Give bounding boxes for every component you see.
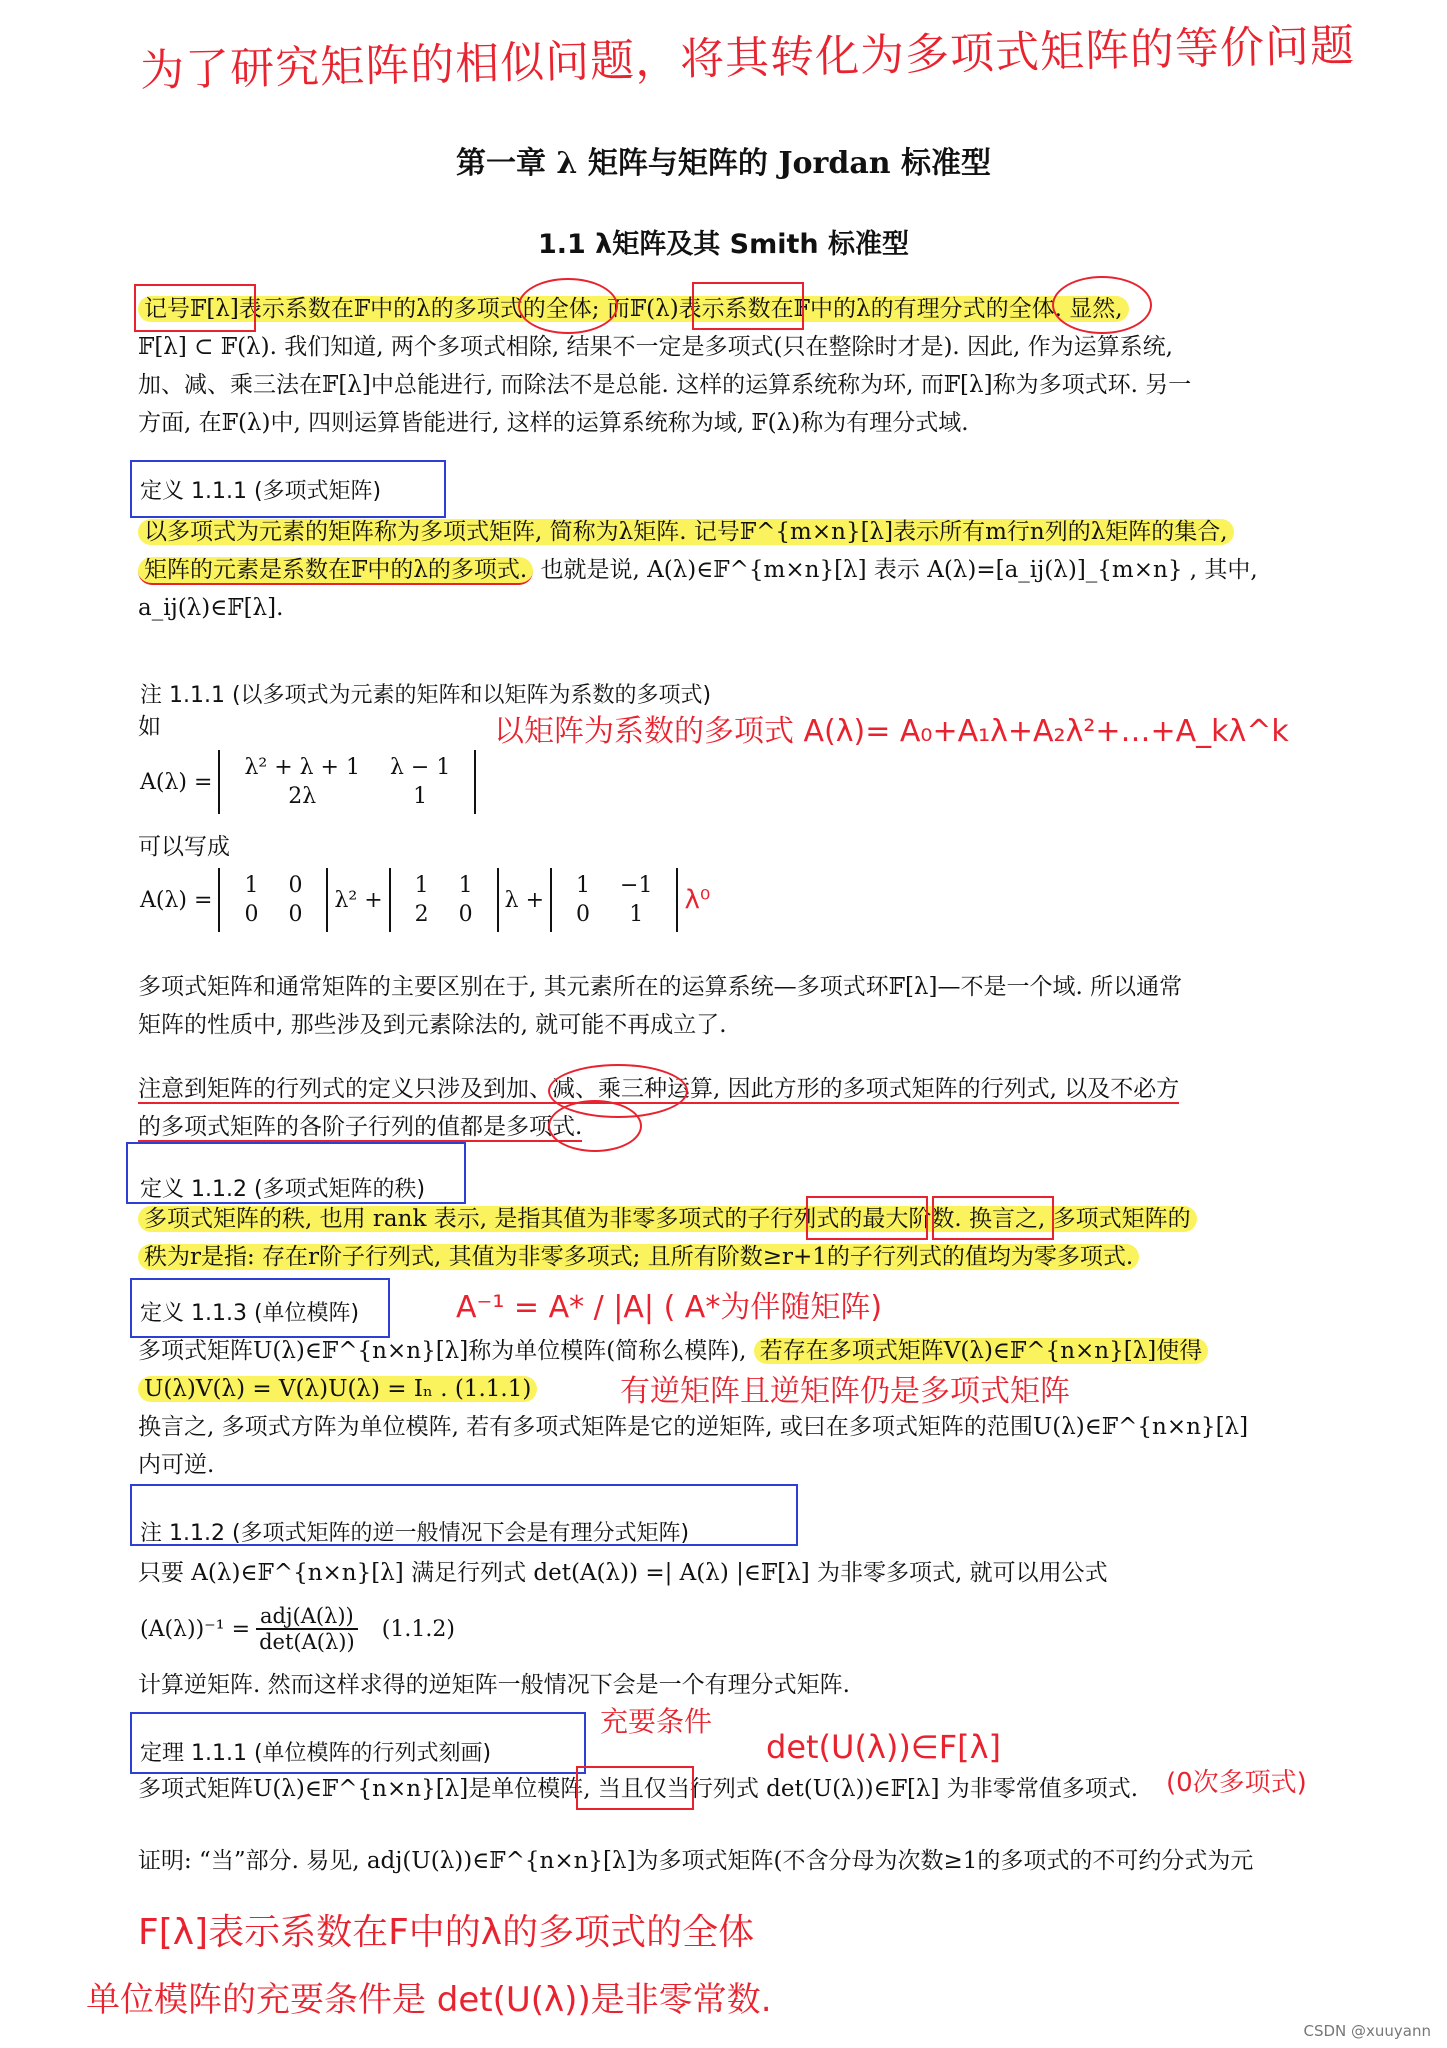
handwritten-note-top: 为了研究矩阵的相似问题，将其转化为多项式矩阵的等价问题 [139, 20, 1356, 97]
def113-equation: U(λ)V(λ) = V(λ)U(λ) = Iₙ . (1.1.1) [138, 1376, 537, 1402]
handwritten-det: det(U(λ))∈F[λ] [766, 1728, 1002, 1766]
matrix-cell: 2λ [288, 784, 317, 809]
def111-line-2b: 也就是说, A(λ)∈𝔽^{m×n}[λ] 表示 A(λ)=[a_ij(λ)]_{m×n} , 其中, [533, 557, 1258, 583]
equation-number: (1.1.2) [381, 1616, 455, 1642]
matrix-cell: 0 [458, 902, 473, 927]
handwritten-inverse-formula: A⁻¹ = A* / |A| ( A*为伴随矩阵) [456, 1290, 883, 1325]
proof-line: 证明: “当”部分. 易见, adj(U(λ))∈𝔽^{n×n}[λ]为多项式矩阵(不含分母为次数≥1的多项式的不可约分式为元 [138, 1848, 1254, 1874]
para2-line-1: 多项式矩阵和通常矩阵的主要区别在于, 其元素所在的运算系统—多项式环𝔽[λ]—不是一个域. 所以通常 [138, 974, 1183, 1000]
fraction-denominator: det(A(λ)) [259, 1630, 355, 1654]
definition-1-1-1-title: 定义 1.1.1 (多项式矩阵) [140, 479, 382, 504]
inverse-formula [140, 1604, 455, 1654]
mark-circle-polynomial-2 [548, 1100, 642, 1152]
write-as-label: 可以写成 [138, 834, 230, 860]
para3-line-1: 注意到矩阵的行列式的定义只涉及到加、减、乘三种运算, 因此方形的多项式矩阵的行列式, 以及不必方 [138, 1076, 1180, 1102]
mark-box-iff [576, 1766, 694, 1810]
lambda-term: λ + [504, 887, 545, 913]
def112-line-2: 秩为r是指: 存在r阶子行列式, 其值为非零多项式; 且所有阶数≥r+1的子行列式的值均为零多项式. [138, 1244, 1139, 1270]
note-1-1-1-title: 注 1.1.1 (以多项式为元素的矩阵和以矩阵为系数的多项式) [140, 683, 712, 708]
intro-line-4: 方面, 在𝔽(λ)中, 四则运算皆能进行, 这样的运算系统称为域, 𝔽(λ)称为有理分式域. [138, 410, 969, 436]
def111-line-1: 以多项式为元素的矩阵称为多项式矩阵, 简称为λ矩阵. 记号𝔽^{m×n}[λ]表示所有m行n列的λ矩阵的集合, [138, 519, 1234, 545]
para2-line-2: 矩阵的性质中, 那些涉及到元素除法的, 就可能不再成立了. [138, 1012, 727, 1038]
matrix-cell: 0 [288, 873, 303, 898]
matrix-cell: 1 [629, 902, 644, 927]
theorem-1-1-1-statement: 多项式矩阵U(λ)∈𝔽^{n×n}[λ]是单位模阵, 当且仅当行列式 det(U(λ))∈𝔽[λ] 为非零常值多项式. [138, 1776, 1139, 1802]
def111-line-2a: 矩阵的元素是系数在𝔽中的λ的多项式. [138, 557, 533, 585]
matrix-cell: 1 [414, 873, 429, 898]
matrix-cell: λ² + λ + 1 [244, 755, 360, 780]
lambda-squared-term: λ² + [334, 887, 383, 913]
matrix-cell: 2 [414, 902, 429, 927]
intro-line-2: 𝔽[λ] ⊂ 𝔽(λ). 我们知道, 两个多项式相除, 结果不一定是多项式(只在整除时才是). 因此, 作为运算系统, [138, 334, 1173, 360]
matrix-cell: −1 [620, 873, 653, 898]
matrix-A [218, 750, 476, 814]
matrix-coef-1 [389, 868, 499, 932]
matrix-cell: 1 [576, 873, 591, 898]
matrix-cell: 1 [244, 873, 259, 898]
mark-box-F-lambda [134, 284, 256, 332]
def113-line-1a: 多项式矩阵U(λ)∈𝔽^{n×n}[λ]称为单位模阵(简称么模阵), [138, 1338, 754, 1364]
theorem-1-1-1-title: 定理 1.1.1 (单位模阵的行列式刻画) [140, 1741, 492, 1766]
def112-line-1: 多项式矩阵的秩, 也用 rank 表示, 是指其值为非零多项式的子行列式的最大阶数. 换言之, 多项式矩阵的 [138, 1206, 1197, 1232]
mark-box-max-order [932, 1196, 1054, 1240]
handwritten-inverse-note: 有逆矩阵且逆矩阵仍是多项式矩阵 [620, 1374, 1070, 1409]
fraction-numerator: adj(A(λ)) [256, 1604, 358, 1630]
note-1-1-2-line-2: 计算逆矩阵. 然而这样求得的逆矩阵一般情况下会是一个有理分式矩阵. [138, 1672, 850, 1698]
matrix-A-example [140, 750, 476, 814]
matrix-A-label-2: A(λ) = [140, 887, 213, 913]
note-1-1-2-title: 注 1.1.2 (多项式矩阵的逆一般情况下会是有理分式矩阵) [140, 1521, 690, 1546]
definition-1-1-2-body [138, 1200, 1318, 1276]
matrix-coef-2 [218, 868, 328, 932]
mark-circle-rational [1052, 276, 1152, 334]
def113-line-4: 内可逆. [138, 1452, 215, 1478]
note-1-1-1-ru: 如 [138, 714, 161, 740]
inverse-fraction [256, 1604, 358, 1654]
paragraph-difference [138, 968, 1318, 1044]
watermark-credit: CSDN @xuuyann [1303, 2022, 1431, 2040]
handwritten-bottom-2: 单位模阵的充要条件是 det(U(λ))是非零常数. [86, 1980, 772, 2020]
handwritten-nec-suff: 充要条件 [600, 1705, 713, 1738]
matrix-cell: 1 [458, 873, 473, 898]
matrix-decomposition [140, 868, 710, 932]
matrix-cell: λ − 1 [389, 755, 451, 780]
matrix-cell: 0 [576, 902, 591, 927]
handwritten-matrix-poly: 以矩阵为系数的多项式 A(λ)= A₀+A₁λ+A₂λ²+…+A_kλ^k [494, 714, 1289, 749]
intro-line-1: 记号𝔽[λ]表示系数在𝔽中的λ的多项式的全体; 而𝔽(λ)表示系数在𝔽中的λ的有理分式的全体. 显然, [138, 296, 1129, 322]
handwritten-bottom-1: F[λ]表示系数在F中的λ的多项式的全体 [138, 1912, 755, 1953]
note-1-1-2-line-1: 只要 A(λ)∈𝔽^{n×n}[λ] 满足行列式 det(A(λ)) =| A(λ) |∈𝔽[λ] 为非零多项式, 就可以用公式 [138, 1560, 1108, 1586]
matrix-coef-0 [550, 868, 678, 932]
def113-line-3: 换言之, 多项式方阵为单位模阵, 若有多项式矩阵是它的逆矩阵, 或曰在多项式矩阵的范围U(λ)∈𝔽^{n×n}[λ] [138, 1414, 1249, 1440]
definition-1-1-3-title: 定义 1.1.3 (单位模阵) [140, 1301, 360, 1326]
definition-1-1-2-title: 定义 1.1.2 (多项式矩阵的秩) [140, 1177, 426, 1202]
chapter-title: 第一章 λ 矩阵与矩阵的 Jordan 标准型 [455, 146, 992, 181]
matrix-A-label: A(λ) = [140, 769, 213, 795]
section-title: 1.1 λ矩阵及其 Smith 标准型 [537, 229, 910, 260]
mark-box-subdeterminant [806, 1196, 928, 1240]
intro-line-3: 加、减、乘三法在𝔽[λ]中总能进行, 而除法不是总能. 这样的运算系统称为环, 而𝔽[λ]称为多项式环. 另一 [138, 372, 1192, 398]
para3-line-2: 的多项式矩阵的各阶子行列的值都是多项式. [138, 1114, 583, 1140]
matrix-cell: 0 [244, 902, 259, 927]
paragraph-determinant [138, 1070, 1318, 1146]
handwritten-zero-degree: (0次多项式) [1166, 1768, 1307, 1798]
definition-1-1-1-body [138, 513, 1318, 627]
matrix-cell: 1 [413, 784, 428, 809]
inverse-lhs: (A(λ))⁻¹ = [140, 1616, 251, 1642]
mark-circle-polynomial [518, 278, 618, 334]
mark-box-F-lambda-2 [692, 282, 804, 330]
matrix-cell: 0 [288, 902, 303, 927]
def111-line-3: a_ij(λ)∈𝔽[λ]. [138, 595, 284, 621]
handwritten-lambda0: λ⁰ [684, 885, 711, 915]
def113-line-1b: 若存在多项式矩阵V(λ)∈𝔽^{n×n}[λ]使得 [754, 1338, 1208, 1364]
